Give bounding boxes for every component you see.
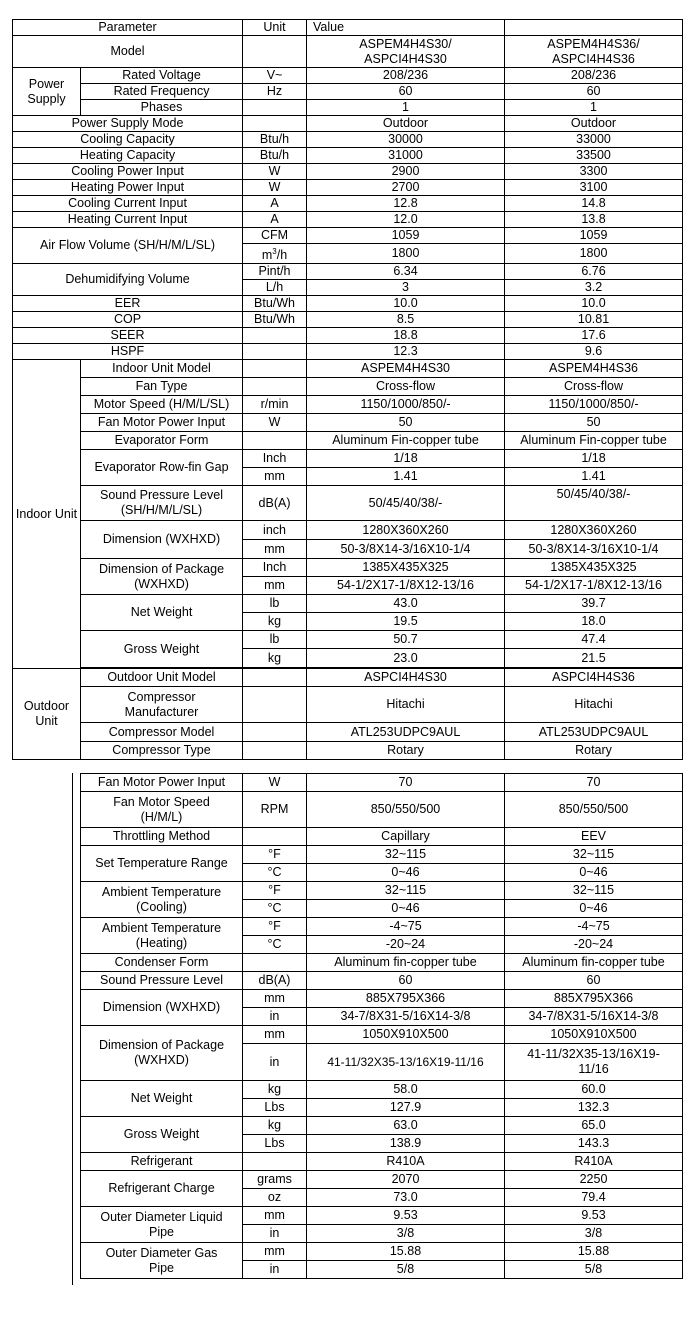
table-row: Condenser Form Aluminum fin-copper tube Aluminum fin-copper tube [81,954,683,972]
header-parameter: Parameter [13,20,243,36]
table-row: Heating Current Input A 12.0 13.8 [13,212,683,228]
table-row: Heating Capacity Btu/h 31000 33500 [13,148,683,164]
table-row: Refrigerant Charge grams 2070 2250 [81,1171,683,1189]
table-row: Heating Power Input W 2700 3100 [13,180,683,196]
header-value: Value [307,20,505,36]
table-row: Power Supply Mode Outdoor Outdoor [13,116,683,132]
table-row: Net Weight kg 58.0 60.0 [81,1081,683,1099]
table-row: SEER 18.8 17.6 [13,328,683,344]
table-row: °C 0~46 0~46 [81,864,683,882]
table-row: Net Weight lb 43.0 39.7 [13,595,683,613]
table-row: in 5/8 5/8 [81,1261,683,1279]
table-row: oz 73.0 79.4 [81,1189,683,1207]
header-unit: Unit [243,20,307,36]
outdoor-package-in-value-2: 41-11/32X35-13/16X19- 11/16 [505,1044,683,1081]
left-rule [72,773,73,1285]
header-row [13,20,683,36]
table-row: Refrigerant R410A R410A [81,1153,683,1171]
table-row: Fan Motor Speed (H/M/L) RPM 850/550/500 850/550/500 [81,792,683,828]
outdoor-unit-label: Outdoor Unit [13,669,81,760]
table-row: Ambient Temperature (Heating) °F -4~75 -4~75 [81,918,683,936]
ambient-cooling-label: Ambient Temperature (Cooling) [81,882,243,918]
table-row: Cooling Power Input W 2900 3300 [13,164,683,180]
table-row: Compressor Manufacturer Hitachi Hitachi [13,687,683,723]
table-row: mm 1.41 1.41 [13,468,683,486]
table-row: Dimension (WXHXD) inch 1280X360X260 1280X360X260 [13,521,683,540]
table-row: Dimension (WXHXD) mm 885X795X366 885X795X366 [81,990,683,1008]
table-row: Cooling Current Input A 12.8 14.8 [13,196,683,212]
table-row: Rated Frequency Hz 60 60 [13,84,683,100]
air-flow-label: Air Flow Volume (SH/H/M/L/SL) [13,228,243,264]
table-row: in 41-11/32X35-13/16X19-11/16 41-11/32X35-13/16X19- 11/16 [81,1044,683,1081]
table-row: Evaporator Row-fin Gap Inch 1/18 1/18 [13,450,683,468]
table-row: Cooling Capacity Btu/h 30000 33000 [13,132,683,148]
model-value-2: ASPEM4H4S36/ ASPCI4H4S36 [505,36,683,68]
table-row: Motor Speed (H/M/L/SL) r/min 1150/1000/850/- 1150/1000/850/- [13,396,683,414]
table-row: mm 50-3/8X14-3/16X10-1/4 50-3/8X14-3/16X10-1/4 [13,540,683,559]
table-row: Indoor Unit Indoor Unit Model ASPEM4H4S30 ASPEM4H4S36 [13,360,683,378]
power-supply-label: Power Supply [13,68,81,116]
table-row: Throttling Method Capillary EEV [81,828,683,846]
table-row: Phases 1 1 [13,100,683,116]
fan-speed-label: Fan Motor Speed (H/M/L) [81,792,243,828]
table-row: in 34-7/8X31-5/16X14-3/8 34-7/8X31-5/16X14-3/8 [81,1008,683,1026]
outdoor-package-label: Dimension of Package (WXHXD) [81,1026,243,1081]
table-row: Gross Weight kg 63.0 65.0 [81,1117,683,1135]
table-row: Sound Pressure Level (SH/H/M/L/SL) dB(A) 50/45/40/38/- 50/45/40/38/- [13,486,683,521]
table-row: Gross Weight lb 50.7 47.4 [13,631,683,649]
table-row: mm 54-1/2X17-1/8X12-13/16 54-1/2X17-1/8X12-13/16 [13,577,683,595]
table-row: Evaporator Form Aluminum Fin-copper tube Aluminum Fin-copper tube [13,432,683,450]
dehumid-label: Dehumidifying Volume [13,264,243,296]
table-row: $m^3/h$ 1800 1800 [13,244,683,264]
model-label: Model [13,36,243,68]
table-row: Dimension of Package (WXHXD) mm 1050X910X500 1050X910X500 [81,1026,683,1044]
table-row: Sound Pressure Level dB(A) 60 60 [81,972,683,990]
table-row: °C -20~24 -20~24 [81,936,683,954]
table-row: Fan Motor Power Input W 70 70 [81,774,683,792]
spec-table-part-1 [12,19,683,760]
table-row: Ambient Temperature (Cooling) °F 32~115 32~115 [81,882,683,900]
table-row: Lbs 138.9 143.3 [81,1135,683,1153]
table-row: Outer Diameter Gas Pipe mm 15.88 15.88 [81,1243,683,1261]
table-row: Power Supply Rated Voltage V~ 208/236 208/236 [13,68,683,84]
table-row: Outdoor Unit Outdoor Unit Model ASPCI4H4S30 ASPCI4H4S36 [13,669,683,687]
model-value-1: ASPEM4H4S30/ ASPCI4H4S30 [307,36,505,68]
compressor-manufacturer-label: Compressor Manufacturer [81,687,243,723]
table-row: Air Flow Volume (SH/H/M/L/SL) CFM 1059 1059 [13,228,683,244]
gas-pipe-label: Outer Diameter Gas Pipe [81,1243,243,1279]
table-row: EER Btu/Wh 10.0 10.0 [13,296,683,312]
table-row: Compressor Model ATL253UDPC9AUL ATL253UDPC9AUL [13,723,683,742]
indoor-package-label: Dimension of Package (WXHXD) [81,559,243,595]
model-row [13,36,683,68]
table-row: in 3/8 3/8 [81,1225,683,1243]
table-row: Dimension of Package (WXHXD) Inch 1385X435X325 1385X435X325 [13,559,683,577]
ambient-heating-label: Ambient Temperature (Heating) [81,918,243,954]
table-row: kg 23.0 21.5 [13,649,683,668]
liquid-pipe-label: Outer Diameter Liquid Pipe [81,1207,243,1243]
table-row: Lbs 127.9 132.3 [81,1099,683,1117]
table-row: Fan Motor Power Input W 50 50 [13,414,683,432]
indoor-sound-label: Sound Pressure Level (SH/H/M/L/SL) [81,486,243,521]
table-row: HSPF 12.3 9.6 [13,344,683,360]
table-row: Set Temperature Range °F 32~115 32~115 [81,846,683,864]
table-row: kg 19.5 18.0 [13,613,683,631]
table-row: °C 0~46 0~46 [81,900,683,918]
air-flow-unit-m3h: $m^3/h$ [243,244,307,264]
table-row: Fan Type Cross-flow Cross-flow [13,378,683,396]
indoor-unit-label: Indoor Unit [13,360,81,669]
table-row: Dehumidifying Volume Pint/h 6.34 6.76 [13,264,683,280]
table-row: L/h 3 3.2 [13,280,683,296]
table-row: Compressor Type Rotary Rotary [13,742,683,760]
spec-table-part-2 [80,773,683,1279]
table-row: Outer Diameter Liquid Pipe mm 9.53 9.53 [81,1207,683,1225]
table-row: COP Btu/Wh 8.5 10.81 [13,312,683,328]
